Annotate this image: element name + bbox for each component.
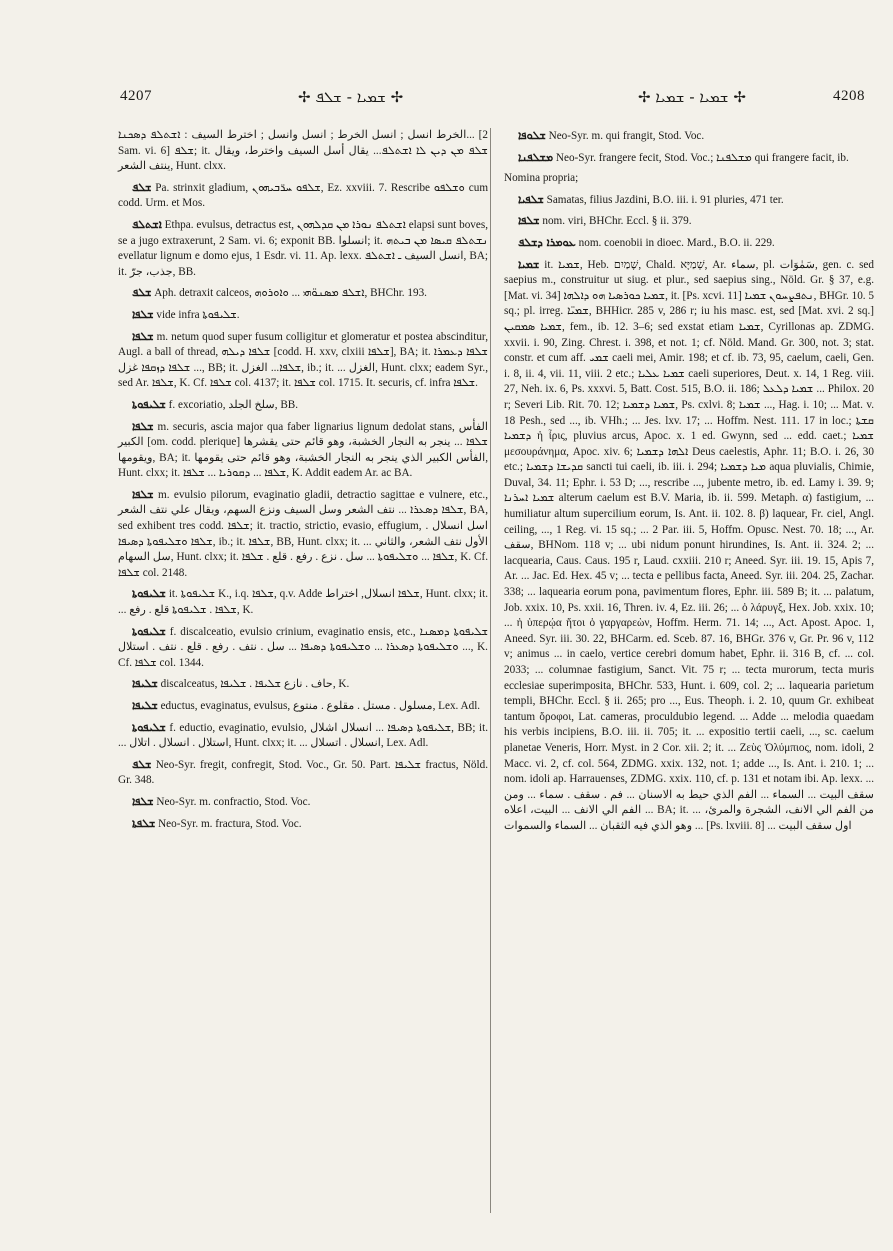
entry-definition: eductus, evaginatus, evulsus, مسلول . مستل . مقلوع . منتوع, Lex. Adl.	[160, 700, 481, 712]
entry-headword: ܫܠܘܦܐ	[518, 129, 546, 142]
entry-definition: m. securis, ascia major qua faber lignarius lignum dedolat stans, الفأس الكبير [om. codd. plerique] ܫܠܦܐ ... ينجر به النجار الخشبة، وهو قائم حتى يقشرها ويقومها, BA; it. الفأس الكبير الذي ينجر به النجار الخشبة، وهو قائم حتى يقومها, Hunt. clxx; it. ܫܠܦܐ ... ܕܩܘܪܝܐ ... ܫܠܦܐ, K. Addit eadem Ar. ac BA.	[118, 420, 488, 480]
dictionary-entry	[118, 586, 488, 618]
dictionary-entry	[118, 307, 488, 324]
page-number-left: 4207	[120, 88, 152, 104]
entry-definition: Ethpa. evulsus, detractus est, ܐܫܬܠܦ ܢܘܪܐ ܡܢ ܩܕܠܗܘܢ elapsi sunt boves, se a jugo extraxerunt, 2 Sam. vi. 6; exponit BB. انسلوا; it. ܢܫܬܠܦ ܩܝܣܐ ܡܢ ܒܝܬܗ evellatur lignum e domo ejus, 1 Esdr. vi. 11. Ap. lexx. انسل السيف ـ ܐܫܬܠܦ, BA; it. جذب، جرّ, BB.	[118, 218, 489, 278]
page-number-right: 4208	[833, 88, 865, 104]
dictionary-entry	[118, 329, 488, 392]
entry-definition: Neo-Syr. m. qui frangit, Stod. Voc.	[548, 130, 705, 142]
entry-definition: Nomina propria;	[504, 172, 579, 185]
entry-definition: Samatas, filius Jazdini, B.O. iii. i. 91 pluries, 471 ter.	[546, 193, 784, 206]
entry-headword: ܫܠܝܦܘܬܐ	[132, 624, 166, 638]
entry-definition: m. netum quod super fusum colligitur et glomeratur et postea abscinditur, Augl. a ball of thread, ܫܠܦܐ ܕܝܠܗ [codd. H. xxv, clxiii ܫܠܦܐ], BA; it. ܫܠܦܐ ܕܥܡܪܐ ... ܫܠܦܐ ܕܙܩܦܐ غزل, BB; it. ܫܠܦܐ... الغزل, ib.; it. ... الغزل, Hunt. clxx; eadem Syr., sed Ar. ܫܠܦܐ, K. Cf. ܫܠܦܐ col. 4137; it. ܫܠܦܐ col. 1715. It. securis, cf. infra ܫܠܦܐ.	[118, 330, 488, 390]
entry-headword: ܫܠܦܐ	[132, 419, 154, 433]
dictionary-entry	[118, 676, 488, 693]
dictionary-entry	[118, 419, 488, 482]
dictionary-entry	[504, 257, 874, 835]
dictionary-entry	[118, 217, 488, 280]
dictionary-entry	[504, 192, 874, 209]
entry-headword: ܫܠܦ	[132, 286, 152, 300]
dictionary-entry	[118, 624, 488, 672]
entry-definition: Neo-Syr. m. confractio, Stod. Voc.	[156, 795, 311, 808]
dictionary-entry	[504, 128, 874, 145]
entry-headword: ܫܠܝܦܘܬܐ	[132, 397, 166, 411]
dictionary-entry	[118, 128, 488, 175]
entry-headword: ܡܫܠܦܢܐ	[518, 150, 554, 164]
running-head-left: ✢ ܫܡܝܐ - ܫܠܦ ✢	[298, 88, 404, 106]
dictionary-entry	[118, 180, 488, 212]
left-column	[118, 128, 488, 837]
dictionary-entry	[118, 698, 488, 715]
entry-definition: nom. coenobii in dioec. Mard., B.O. ii. 229.	[578, 236, 775, 249]
entry-headword: ܫܠܦܝܐ	[518, 192, 544, 206]
entry-definition: f. eductio, evaginatio, evulsio, ܫܠܝܦܘܬܐ ܕܣܝܦܐ ... انسلال اشلال, BB; it. ... استلال . انسلال . اتلال, Hunt. clxx; it. ... انسلال . اتسلال, Lex. Adl.	[118, 721, 489, 750]
entry-headword: ܫܠܦܐ	[132, 307, 154, 321]
entry-definition: it. ܫܡܝܐ, Heb. שָׁמַיִם, Chald. שְׁמַיָּא, Ar. سماء, pl. سَمٰوَات, gen. c. sed saepius m., construitur ut siug. et plur., sed saepius sing., Nöld. Gr. § 37, e.g. [Mat. vi. 34] ܫܡܝܐ ܟܘܪܣܝܐ ܗܘ ܕܐܠܗܐ, it. [Ps. xcvi. 11] ܢܬܦܨܚܘܢ ܫܡܝܐ, BHGr. 10. 5 sq.; pl. irreg. ܫܡܝ̈ܐ, BHHicr. 285 v, 286 r; iu his masc. est, sed [Mat. xvi. 2 sq.] ܫܡܝܐ ܣܡܩܝܢ, fem., ib. 12. 3–6; sed exstat etiam ܫܡܝܐ, Cyrillonas ap. ZDMG. xxvii. i. 90, Zing. Chrest. i. 398, et not. 1; cf. Nöld. Mand. Gr. 300, not. 3; stat. constr. et cum aff. ܫܡܝ caeli mei, Amir. 198; et cf. ib. 73, 95, caelum, caeli, Gen. i. 8, ii. 4, vii. 11, viii. 2 etc.; ܫܡܝܐ ܥܠܝܐ caeli superiores, Deut. x. 14, 1 Reg. viii. 27, Neh. ix. 6, Ps. xxxvi. 5, Batt. Cost. 515, B.O. ii. 186; ܫܡܝܐ ܕܠܥܠ ... Philox. 20 r; Severi Lib. Rit. 70. 12; ܫܡܝܐ ܕܫܡܝܐ, Ps. cxlvi. 8; ܫܡܝܐ ..., Hag. i. 10; ... Mat. v. 18 Pesh., sed ..., ib. VHh.; ... Jes. lxv. 17; ... Hoffm. Nest. 111. 17 in loc.; ܩܫܬܐ ܕܫܡܝܐ ἡ ἶρις, pluvius arcus, Apoc. x. 1 ed. Gwynn, sed ... edd. caet.; ܫܡܝܐ μεσουράνημα, Apoc. xiv. 6; ܐܠܗܐ ܕܫܡܝܐ Deus caelestis, Aphr. 11; B.O. i. 26, 30 etc.; ܩܕܝܫܐ ܕܫܡܝܐ sancti tui caeli, ib. iii. i. 294; ܡܝܐ ܕܫܡܝܐ aqua pluvialis, Chimie, Duval, 34. 11; Ephr. i. 53 D; ..., rescribe ..., jubente metro, ib. ed. Lamy i. 39. 9; ܫܡܝܐ ܐܚܪܢܐ alterum caelum est B.V. Maria, ib. ii. 599. Metaph. α) fastigium, ... humiliatur altum supercilium eorum, Is. Ant. ii. 102. 8. β) laquear, Fr. ciel, Angl. ceiling, ..., 1 Reg. vi. 15 sq.; ... 2 Par. iii. 5, Hoffm. Opusc. Nest. 70. 18; ..., Ar. سقف, BHNom. 118 v; ... ubi nidum ponunt hirundines, Is. Ant. ii. 324. 2; ... lacquearia, Caus. Caus. 195 r, Laud. cxxiii. 210 r; Aneed. Syr. iii. 19. 15, Apis 7, Ar. ... Jac. Ed. Hex. 45 v; ... tecta e pellibus facta, Aneed. Syr. iii. 204. 25, Zachar. 338; ... laquearia eorum pona, pavimentum flores, Ephr. iii. 589 B; it. ... palatum, Job. xxix. 10, Ps. xxii. 16, Thren. iv. 4, Ez. iii. 26; ... ὁ λάρυγξ, Hex. Job. xxix. 10; ... ἡ ὑπερῴα ἤτοι ὁ γαργαρεὼν, Hoffm. Herm. 71. 14; ..., Act. Apost. Apoc. 1, Aneed. Syr. iii. 30. 22, BHCarm. ed. Sceb. 87. 16, BHGr. 376 v, Gr. Pr. 96 v, 112 v; animus ... in caelo, vertice cerebri domum habet, Ephr. ii. 316 B, cf. ... col. 2033; ... columnae fastigium, Sanct. Vit. 75 r; ... tecta murorum, tecta muris ecclesiae superimposita, BHChr. 533, Hunt. i. 609, col. 2; ... laquearia parietum templi, BHChr. Eccl. § ii. 265; pro ..., Eus. Theoph. i. 2. 10, quum Gr. exhibeat tantum ὄροφοι, Lat. cameras, proculdubio legend. ... Adde ... melodia quaedam his verbis incipiens, B.O. iii. ii. 705; it. ... expositio tertii caeli, ..., sc. caelum planetae Veneris, Horr. Myst. in 2 Cor. xii. 2; it. ... Ζεὺς Ὀλύμπιος, nom. idoli, 2 Macc. vi. 2, cf. col. 564, ZDMG. xxix. 132, not. 1; adde ..., Is. Ant. i. 210. 1; ... nom. idoli ap. Harrauenses, ZDMG. xxix. 110, cf. p. 131 et notam ibi. Ap. lexx. ... سقف البيت ... السماء ... الفم الذي حيط به الاسنان ... فم . سقف . سماء ... ومن الفم الي الانف ... البيت، اعلاه ... BA; it. ... من الفم الي الانف، الشجرة والمرئ، وهو الذي فيه الثقبان ... السماء والسموات ... [Ps. lxviii. 8] ... اول سقف البيت	[504, 258, 875, 832]
right-column	[504, 128, 874, 840]
entry-definition: it. ܫܠܝܦܘܬܐ K., i.q. ܫܠܦܐ, q.v. Adde ܫܠܦܐ انسلال, اختراط, Hunt. clxx; it. ... ܫܠܦܐ . ܫܠܝܦܘܬܐ قلع . رفع, K.	[118, 588, 489, 617]
entry-headword: ܫܠܦܐ	[132, 329, 154, 343]
entry-definition: vide infra ܫܠܝܦܘܬܐ.	[156, 308, 240, 321]
entry-headword: ܐܫܬܠܦ	[132, 217, 162, 231]
entry-definition: Pa. strinxit gladium, ܫܠܦܘ ܚܪ̈ܒܝܗܘܢ, Ez. xxviii. 7. Rescribe ܘܫܠܦܘ cum codd. Urm. et Mos.	[118, 181, 489, 210]
dictionary-entry	[118, 816, 488, 833]
entry-headword: ܫܠܦܐ	[132, 794, 154, 808]
entry-headword: ܫܡܝܐ	[518, 257, 540, 271]
entry-definition: nom. viri, BHChr. Eccl. § ii. 379.	[542, 215, 692, 228]
entry-headword: ܫܠܦܬܐ	[132, 816, 156, 830]
dictionary-entry	[118, 487, 488, 582]
entry-definition: discalceatus, حاف . نازع ܫܠܝܦܐ . ܫܠܝܦܐ, K.	[160, 678, 350, 691]
dictionary-entry	[504, 171, 874, 187]
dictionary-entry	[118, 397, 488, 414]
entry-definition: f. discalceatio, evulsio crinium, evaginatio ensis, etc., ܫܠܝܦܘܬܐ ܕܡܣܢܐ ... ܘܫܠܝܦܘܬܐ ܕܣܥܪܐ ... ܘܫܠܝܦܘܬܐ ܕܣܝܦܐ ... سل . نتف . رفع . قلع . نتف . استلال, K. Cf. ܫܠܦܐ col. 1344.	[118, 625, 489, 669]
entry-headword: ܫܠܦܐ	[518, 214, 540, 228]
entry-headword: ܥܘܡܪܐ ܕܫܠܦ	[518, 235, 576, 249]
dictionary-entry	[504, 150, 874, 167]
entry-definition: Neo-Syr. fregit, confregit, Stod. Voc., Gr. 50. Part. ܫܠܝܦܐ fractus, Nöld. Gr. 348.	[118, 758, 488, 787]
entry-definition: m. evulsio pilorum, evaginatio gladii, detractio sagittae e vulnere, etc., ܫܠܦܐ ܕܣܥܪܐ ... نتف الشعر وسل السيف ونزع السهم، ويقال علي نتف الشعر, BA, sed exhibent tres codd. ܫܠܦܐ; it. tractio, strictio, evasio, effugium, اسل انسلال . ܫܠܦܐ ܘܫܠܝܦܘܬܐ ܕܣܝܦܐ, ib.; it. ܫܠܦܐ, BB, Hunt. clxx; it. ... الأول نتف الشعر، والثاني سل السهام, Hunt. clxx; it. ܫܠܦܐ ... ܘܫܠܝܦܘܬܐ ... سل . نزع . رفع . قلع . ܫܠܦܐ, K. Cf. ܫܠܦܐ col. 2148.	[118, 488, 489, 579]
dictionary-entry	[504, 235, 874, 252]
entry-headword: ܫܠܝܦܐ	[132, 677, 158, 691]
entry-definition: Neo-Syr. frangere fecit, Stod. Voc.; ܡܫܠܦܢܐ qui frangere facit, ib.	[555, 151, 849, 164]
dictionary-entry	[118, 757, 488, 789]
entry-headword: ܫܠܦ	[132, 757, 152, 771]
dictionary-entry	[118, 720, 488, 752]
dictionary-entry	[118, 794, 488, 811]
dictionary-entry	[504, 213, 874, 230]
entry-definition: Aph. detraxit calceos, ܐܫܠܦ ܡܣܢܘ̈ܗܝ ... ܘܐܘܪܘܗ, BHChr. 193.	[154, 287, 427, 300]
running-head-right: ✢ ܫܡܝܐ - ܫܡܝܐ ✢	[638, 88, 746, 106]
entry-headword: ܫܠܝܦܘܬܐ	[132, 587, 166, 601]
entry-definition: Neo-Syr. m. fractura, Stod. Voc.	[158, 817, 302, 830]
entry-headword: ܫܠܝܦܐ	[132, 699, 158, 712]
entry-headword: ܫܠܝܦܘܬܐ	[132, 720, 166, 734]
entry-headword: ܫܠܦ	[132, 180, 152, 194]
dictionary-entry	[118, 285, 488, 302]
entry-definition: الخرط انسل ; انسل الخرط ; انسل وانسل ; اخترط السيف : ܐܫܬܠܦ ܕܣܟܢܐ... [2 Sam. vi. 6] ܫܠܦ; it. ܫܠܦ ܡܢ ܕܝܢ ܠܐ ܐܫܬܠܦ... يقال أسل السيف واخترط، ويقال ينتف الشعر, Hunt. clxx.	[118, 129, 488, 173]
entry-definition: f. excoriatio, سلخ الجلد, BB.	[168, 398, 299, 411]
column-divider	[490, 128, 491, 1213]
entry-headword: ܫܠܦܐ	[132, 487, 154, 501]
